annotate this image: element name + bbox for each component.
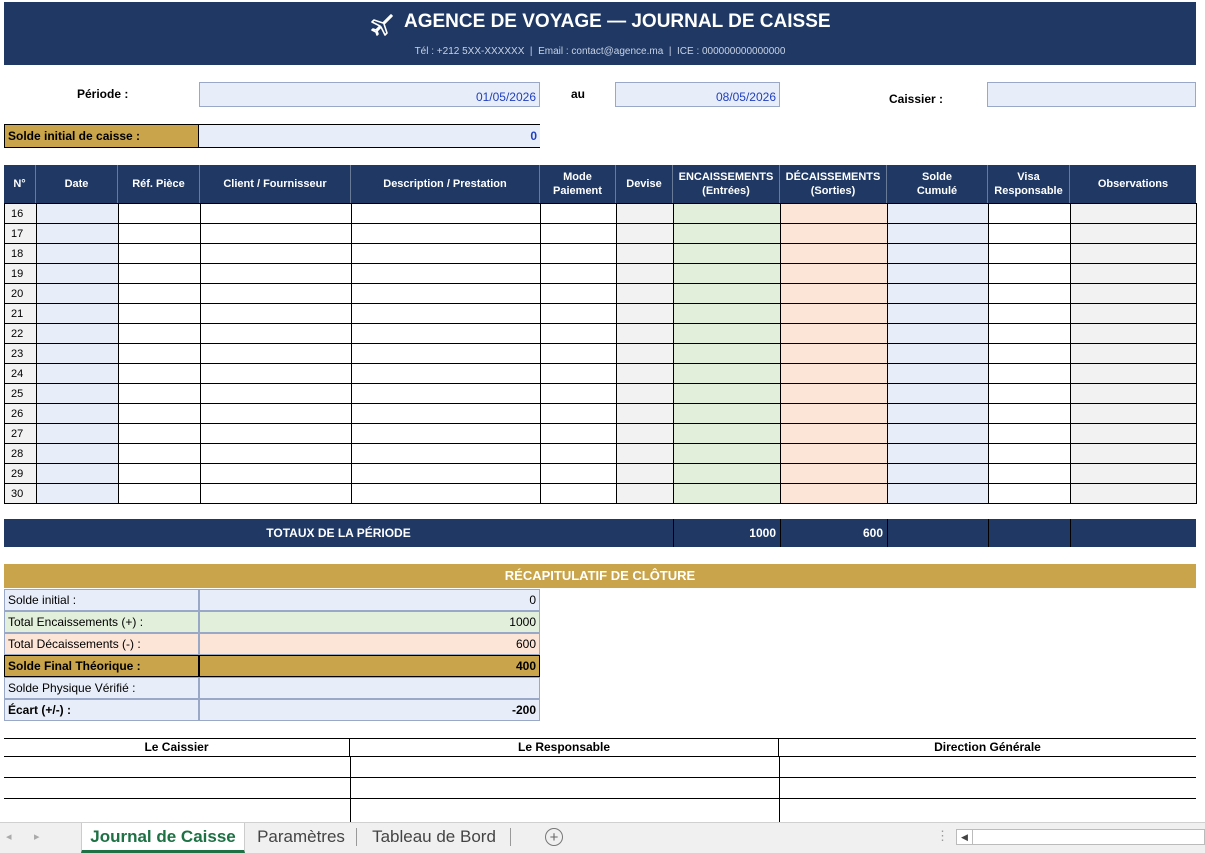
- date-cell[interactable]: [37, 324, 119, 344]
- sheet-tab-bar: [0, 822, 1205, 853]
- col-header-number: N°: [4, 165, 36, 203]
- client-cell[interactable]: [201, 364, 352, 384]
- payment-mode-cell[interactable]: [541, 364, 617, 384]
- table-row: [5, 304, 1197, 324]
- description-cell[interactable]: [352, 364, 541, 384]
- row-number: 25: [5, 384, 37, 404]
- airplane-icon: [370, 12, 394, 36]
- row-number: 26: [5, 404, 37, 424]
- table-row: [5, 464, 1197, 484]
- balance-cell[interactable]: [888, 264, 989, 284]
- currency-cell[interactable]: [617, 324, 674, 344]
- visa-cell[interactable]: [989, 364, 1071, 384]
- date-cell[interactable]: [37, 424, 119, 444]
- description-cell[interactable]: [352, 384, 541, 404]
- signature-line: [4, 777, 1196, 798]
- signature-divider: [350, 756, 351, 823]
- observations-cell[interactable]: [1071, 344, 1197, 364]
- period-label: Période :: [77, 87, 129, 101]
- description-cell[interactable]: [352, 464, 541, 484]
- receipts-cell[interactable]: [674, 224, 781, 244]
- visa-cell[interactable]: [989, 344, 1071, 364]
- row-number: 18: [5, 244, 37, 264]
- currency-cell[interactable]: [617, 224, 674, 244]
- ref-cell[interactable]: [119, 324, 201, 344]
- ref-cell[interactable]: [119, 284, 201, 304]
- visa-cell[interactable]: [989, 244, 1071, 264]
- recap-value-physical[interactable]: [199, 677, 540, 699]
- visa-cell[interactable]: [989, 464, 1071, 484]
- row-number: 16: [5, 204, 37, 224]
- ref-cell[interactable]: [119, 404, 201, 424]
- balance-cell[interactable]: [888, 384, 989, 404]
- payment-mode-cell[interactable]: [541, 264, 617, 284]
- balance-cell[interactable]: [888, 404, 989, 424]
- tab-journal-de-caisse[interactable]: Journal de Caisse: [81, 823, 245, 853]
- recap-value-gap: -200: [199, 699, 540, 721]
- visa-cell[interactable]: [989, 304, 1071, 324]
- currency-cell[interactable]: [617, 244, 674, 264]
- date-cell[interactable]: [37, 224, 119, 244]
- visa-cell[interactable]: [989, 204, 1071, 224]
- date-cell[interactable]: [37, 344, 119, 364]
- col-header-balance: Solde Cumulé: [887, 165, 988, 203]
- ref-cell[interactable]: [119, 304, 201, 324]
- col-header-description: Description / Prestation: [351, 165, 540, 203]
- client-cell[interactable]: [201, 304, 352, 324]
- payments-cell[interactable]: [781, 284, 888, 304]
- currency-cell[interactable]: [617, 464, 674, 484]
- payments-cell[interactable]: [781, 444, 888, 464]
- payment-mode-cell[interactable]: [541, 244, 617, 264]
- period-start-field[interactable]: 01/05/2026: [199, 82, 540, 107]
- receipts-cell[interactable]: [674, 284, 781, 304]
- currency-cell[interactable]: [617, 404, 674, 424]
- horizontal-scrollbar[interactable]: [956, 829, 1205, 845]
- ref-cell[interactable]: [119, 384, 201, 404]
- table-row: [5, 424, 1197, 444]
- date-cell[interactable]: [37, 304, 119, 324]
- ref-cell[interactable]: [119, 484, 201, 504]
- col-header-client: Client / Fournisseur: [200, 165, 351, 203]
- recap-value-final: 400: [199, 655, 540, 677]
- date-cell[interactable]: [37, 204, 119, 224]
- receipts-cell[interactable]: [674, 204, 781, 224]
- totals-receipts: 1000: [673, 519, 780, 547]
- client-cell[interactable]: [201, 484, 352, 504]
- payment-mode-cell[interactable]: [541, 284, 617, 304]
- signature-caissier: Le Caissier: [4, 739, 350, 757]
- visa-cell[interactable]: [989, 264, 1071, 284]
- description-cell[interactable]: [352, 244, 541, 264]
- payments-cell[interactable]: [781, 344, 888, 364]
- observations-cell[interactable]: [1071, 444, 1197, 464]
- client-cell[interactable]: [201, 384, 352, 404]
- row-number: 21: [5, 304, 37, 324]
- payments-cell[interactable]: [781, 424, 888, 444]
- col-header-ref: Réf. Pièce: [118, 165, 200, 203]
- totals-payments: 600: [780, 519, 887, 547]
- payment-mode-cell[interactable]: [541, 484, 617, 504]
- observations-cell[interactable]: [1071, 244, 1197, 264]
- add-sheet-icon[interactable]: +: [545, 828, 563, 846]
- signature-responsable: Le Responsable: [350, 739, 779, 757]
- cashier-field[interactable]: [987, 82, 1196, 107]
- table-row: [5, 484, 1197, 504]
- recap-title: RÉCAPITULATIF DE CLÔTURE: [4, 564, 1196, 588]
- visa-cell[interactable]: [989, 404, 1071, 424]
- balance-cell[interactable]: [888, 424, 989, 444]
- visa-cell[interactable]: [989, 384, 1071, 404]
- date-cell[interactable]: [37, 284, 119, 304]
- visa-cell[interactable]: [989, 444, 1071, 464]
- totals-label: TOTAUX DE LA PÉRIODE: [266, 526, 411, 540]
- balance-cell[interactable]: [888, 464, 989, 484]
- description-cell[interactable]: [352, 344, 541, 364]
- period-to-label: au: [571, 87, 586, 101]
- balance-cell[interactable]: [888, 364, 989, 384]
- header-banner: [4, 2, 1196, 65]
- payment-mode-cell[interactable]: [541, 464, 617, 484]
- row-number: 29: [5, 464, 37, 484]
- observations-cell[interactable]: [1071, 204, 1197, 224]
- description-cell[interactable]: [352, 404, 541, 424]
- recap-label-gap: Écart (+/-) :: [4, 699, 199, 721]
- payments-cell[interactable]: [781, 224, 888, 244]
- recap-label-receipts: Total Encaissements (+) :: [4, 611, 199, 633]
- payment-mode-cell[interactable]: [541, 424, 617, 444]
- payment-mode-cell[interactable]: [541, 324, 617, 344]
- ref-cell[interactable]: [119, 364, 201, 384]
- payment-mode-cell[interactable]: [541, 384, 617, 404]
- row-number: 23: [5, 344, 37, 364]
- observations-cell[interactable]: [1071, 304, 1197, 324]
- payments-cell[interactable]: [781, 324, 888, 344]
- ref-cell[interactable]: [119, 244, 201, 264]
- ref-cell[interactable]: [119, 464, 201, 484]
- observations-cell[interactable]: [1071, 364, 1197, 384]
- date-cell[interactable]: [37, 404, 119, 424]
- client-cell[interactable]: [201, 264, 352, 284]
- signature-block: [4, 738, 1196, 822]
- client-cell[interactable]: [201, 404, 352, 424]
- tab-split-handle-icon[interactable]: ⋮: [936, 828, 949, 843]
- recap-value-payments: 600: [199, 633, 540, 655]
- table-row: [5, 204, 1197, 224]
- signature-direction: Direction Générale: [934, 740, 1041, 754]
- table-row: [5, 264, 1197, 284]
- ledger-body: [5, 204, 1197, 504]
- row-number: 28: [5, 444, 37, 464]
- visa-cell[interactable]: [989, 284, 1071, 304]
- payments-cell[interactable]: [781, 304, 888, 324]
- payments-cell[interactable]: [781, 364, 888, 384]
- recap-label-initial: Solde initial :: [4, 589, 199, 611]
- date-cell[interactable]: [37, 384, 119, 404]
- payments-cell[interactable]: [781, 244, 888, 264]
- client-cell[interactable]: [201, 244, 352, 264]
- payment-mode-cell[interactable]: [541, 444, 617, 464]
- contact-line: Tél : +212 5XX-XXXXXX | Email : contact@agence.ma | ICE : 000000000000000: [414, 46, 786, 57]
- visa-cell[interactable]: [989, 324, 1071, 344]
- col-header-receipts: ENCAISSEMENTS (Entrées): [673, 165, 780, 203]
- currency-cell[interactable]: [617, 264, 674, 284]
- currency-cell[interactable]: [617, 364, 674, 384]
- description-cell[interactable]: [352, 224, 541, 244]
- table-row: [5, 404, 1197, 424]
- signature-divider: [779, 756, 780, 823]
- observations-cell[interactable]: [1071, 384, 1197, 404]
- payments-cell[interactable]: [781, 264, 888, 284]
- totals-row: [4, 519, 1196, 547]
- balance-cell[interactable]: [888, 344, 989, 364]
- observations-cell[interactable]: [1071, 264, 1197, 284]
- visa-cell[interactable]: [989, 224, 1071, 244]
- date-cell[interactable]: [37, 444, 119, 464]
- signature-line: [4, 756, 1196, 777]
- opening-balance-field[interactable]: 0: [199, 124, 540, 148]
- payment-mode-cell[interactable]: [541, 344, 617, 364]
- recap-label-final: Solde Final Théorique :: [4, 655, 199, 677]
- date-cell[interactable]: [37, 364, 119, 384]
- description-cell[interactable]: [352, 304, 541, 324]
- totals-observations-cell: [1070, 519, 1196, 547]
- opening-balance-label: Solde initial de caisse :: [4, 124, 199, 148]
- client-cell[interactable]: [201, 284, 352, 304]
- ref-cell[interactable]: [119, 264, 201, 284]
- ledger-table: [4, 203, 1197, 504]
- table-row: [5, 284, 1197, 304]
- currency-cell[interactable]: [617, 284, 674, 304]
- payment-mode-cell[interactable]: [541, 304, 617, 324]
- receipts-cell[interactable]: [674, 364, 781, 384]
- col-header-payments: DÉCAISSEMENTS (Sorties): [780, 165, 887, 203]
- date-cell[interactable]: [37, 244, 119, 264]
- ref-cell[interactable]: [119, 344, 201, 364]
- observations-cell[interactable]: [1071, 484, 1197, 504]
- row-number: 30: [5, 484, 37, 504]
- description-cell[interactable]: [352, 264, 541, 284]
- payment-mode-cell[interactable]: [541, 404, 617, 424]
- payment-mode-cell[interactable]: [541, 224, 617, 244]
- receipts-cell[interactable]: [674, 244, 781, 264]
- row-number: 19: [5, 264, 37, 284]
- payment-mode-cell[interactable]: [541, 204, 617, 224]
- row-number: 22: [5, 324, 37, 344]
- client-cell[interactable]: [201, 344, 352, 364]
- observations-cell[interactable]: [1071, 424, 1197, 444]
- period-end-field[interactable]: 08/05/2026: [615, 82, 780, 107]
- ref-cell[interactable]: [119, 224, 201, 244]
- payments-cell[interactable]: [781, 484, 888, 504]
- date-cell[interactable]: [37, 484, 119, 504]
- receipts-cell[interactable]: [674, 464, 781, 484]
- balance-cell[interactable]: [888, 304, 989, 324]
- date-cell[interactable]: [37, 464, 119, 484]
- client-cell[interactable]: [201, 204, 352, 224]
- table-row: [5, 344, 1197, 364]
- receipts-cell[interactable]: [674, 384, 781, 404]
- currency-cell[interactable]: [617, 344, 674, 364]
- receipts-cell[interactable]: [674, 424, 781, 444]
- payments-cell[interactable]: [781, 384, 888, 404]
- cashier-label: Caissier :: [889, 92, 944, 106]
- col-header-observations: Observations: [1097, 178, 1169, 190]
- receipts-cell[interactable]: [674, 324, 781, 344]
- currency-cell[interactable]: [617, 304, 674, 324]
- balance-cell[interactable]: [888, 244, 989, 264]
- client-cell[interactable]: [201, 424, 352, 444]
- balance-cell[interactable]: [888, 284, 989, 304]
- recap-label-physical: Solde Physique Vérifié :: [4, 677, 199, 699]
- balance-cell[interactable]: [888, 224, 989, 244]
- table-row: [5, 444, 1197, 464]
- description-cell[interactable]: [352, 444, 541, 464]
- client-cell[interactable]: [201, 464, 352, 484]
- visa-cell[interactable]: [989, 424, 1071, 444]
- page-title: AGENCE DE VOYAGE — JOURNAL DE CAISSE: [404, 11, 831, 32]
- payments-cell[interactable]: [781, 464, 888, 484]
- recap-value-initial: 0: [199, 589, 540, 611]
- client-cell[interactable]: [201, 444, 352, 464]
- col-header-currency: Devise: [616, 165, 673, 203]
- currency-cell[interactable]: [617, 424, 674, 444]
- row-number: 20: [5, 284, 37, 304]
- receipts-cell[interactable]: [674, 404, 781, 424]
- description-cell[interactable]: [352, 284, 541, 304]
- description-cell[interactable]: [352, 484, 541, 504]
- table-row: [5, 244, 1197, 264]
- scroll-right-icon[interactable]: ▸: [34, 831, 40, 843]
- receipts-cell[interactable]: [674, 484, 781, 504]
- observations-cell[interactable]: [1071, 324, 1197, 344]
- date-cell[interactable]: [37, 264, 119, 284]
- currency-cell[interactable]: [617, 444, 674, 464]
- payments-cell[interactable]: [781, 204, 888, 224]
- ref-cell[interactable]: [119, 424, 201, 444]
- totals-visa-cell: [988, 519, 1070, 547]
- receipts-cell[interactable]: [674, 304, 781, 324]
- observations-cell[interactable]: [1071, 404, 1197, 424]
- scrollbar-left-arrow-icon[interactable]: ◀: [957, 830, 973, 844]
- description-cell[interactable]: [352, 204, 541, 224]
- client-cell[interactable]: [201, 324, 352, 344]
- recap-label-payments: Total Décaissements (-) :: [4, 633, 199, 655]
- col-header-date: Date: [36, 165, 118, 203]
- table-row: [5, 324, 1197, 344]
- description-cell[interactable]: [352, 424, 541, 444]
- visa-cell[interactable]: [989, 484, 1071, 504]
- receipts-cell[interactable]: [674, 444, 781, 464]
- tab-parametres[interactable]: Paramètres: [246, 828, 357, 846]
- client-cell[interactable]: [201, 224, 352, 244]
- description-cell[interactable]: [352, 324, 541, 344]
- balance-cell[interactable]: [888, 204, 989, 224]
- col-header-payment-mode: Mode Paiement: [540, 165, 616, 203]
- observations-cell[interactable]: [1071, 284, 1197, 304]
- table-row: [5, 384, 1197, 404]
- row-number: 27: [5, 424, 37, 444]
- ref-cell[interactable]: [119, 444, 201, 464]
- receipts-cell[interactable]: [674, 264, 781, 284]
- payments-cell[interactable]: [781, 404, 888, 424]
- currency-cell[interactable]: [617, 204, 674, 224]
- balance-cell[interactable]: [888, 444, 989, 464]
- col-header-visa: Visa Responsable: [988, 165, 1070, 203]
- currency-cell[interactable]: [617, 484, 674, 504]
- signature-line: [4, 798, 1196, 819]
- table-header: [4, 165, 1196, 203]
- tab-tableau-de-bord[interactable]: Tableau de Bord: [358, 828, 511, 846]
- balance-cell[interactable]: [888, 484, 989, 504]
- observations-cell[interactable]: [1071, 224, 1197, 244]
- table-row: [5, 364, 1197, 384]
- table-row: [5, 224, 1197, 244]
- balance-cell[interactable]: [888, 324, 989, 344]
- observations-cell[interactable]: [1071, 464, 1197, 484]
- totals-balance-cell: [887, 519, 988, 547]
- receipts-cell[interactable]: [674, 344, 781, 364]
- recap-value-receipts: 1000: [199, 611, 540, 633]
- ref-cell[interactable]: [119, 204, 201, 224]
- scroll-left-icon[interactable]: ◂: [6, 831, 12, 843]
- row-number: 24: [5, 364, 37, 384]
- row-number: 17: [5, 224, 37, 244]
- currency-cell[interactable]: [617, 384, 674, 404]
